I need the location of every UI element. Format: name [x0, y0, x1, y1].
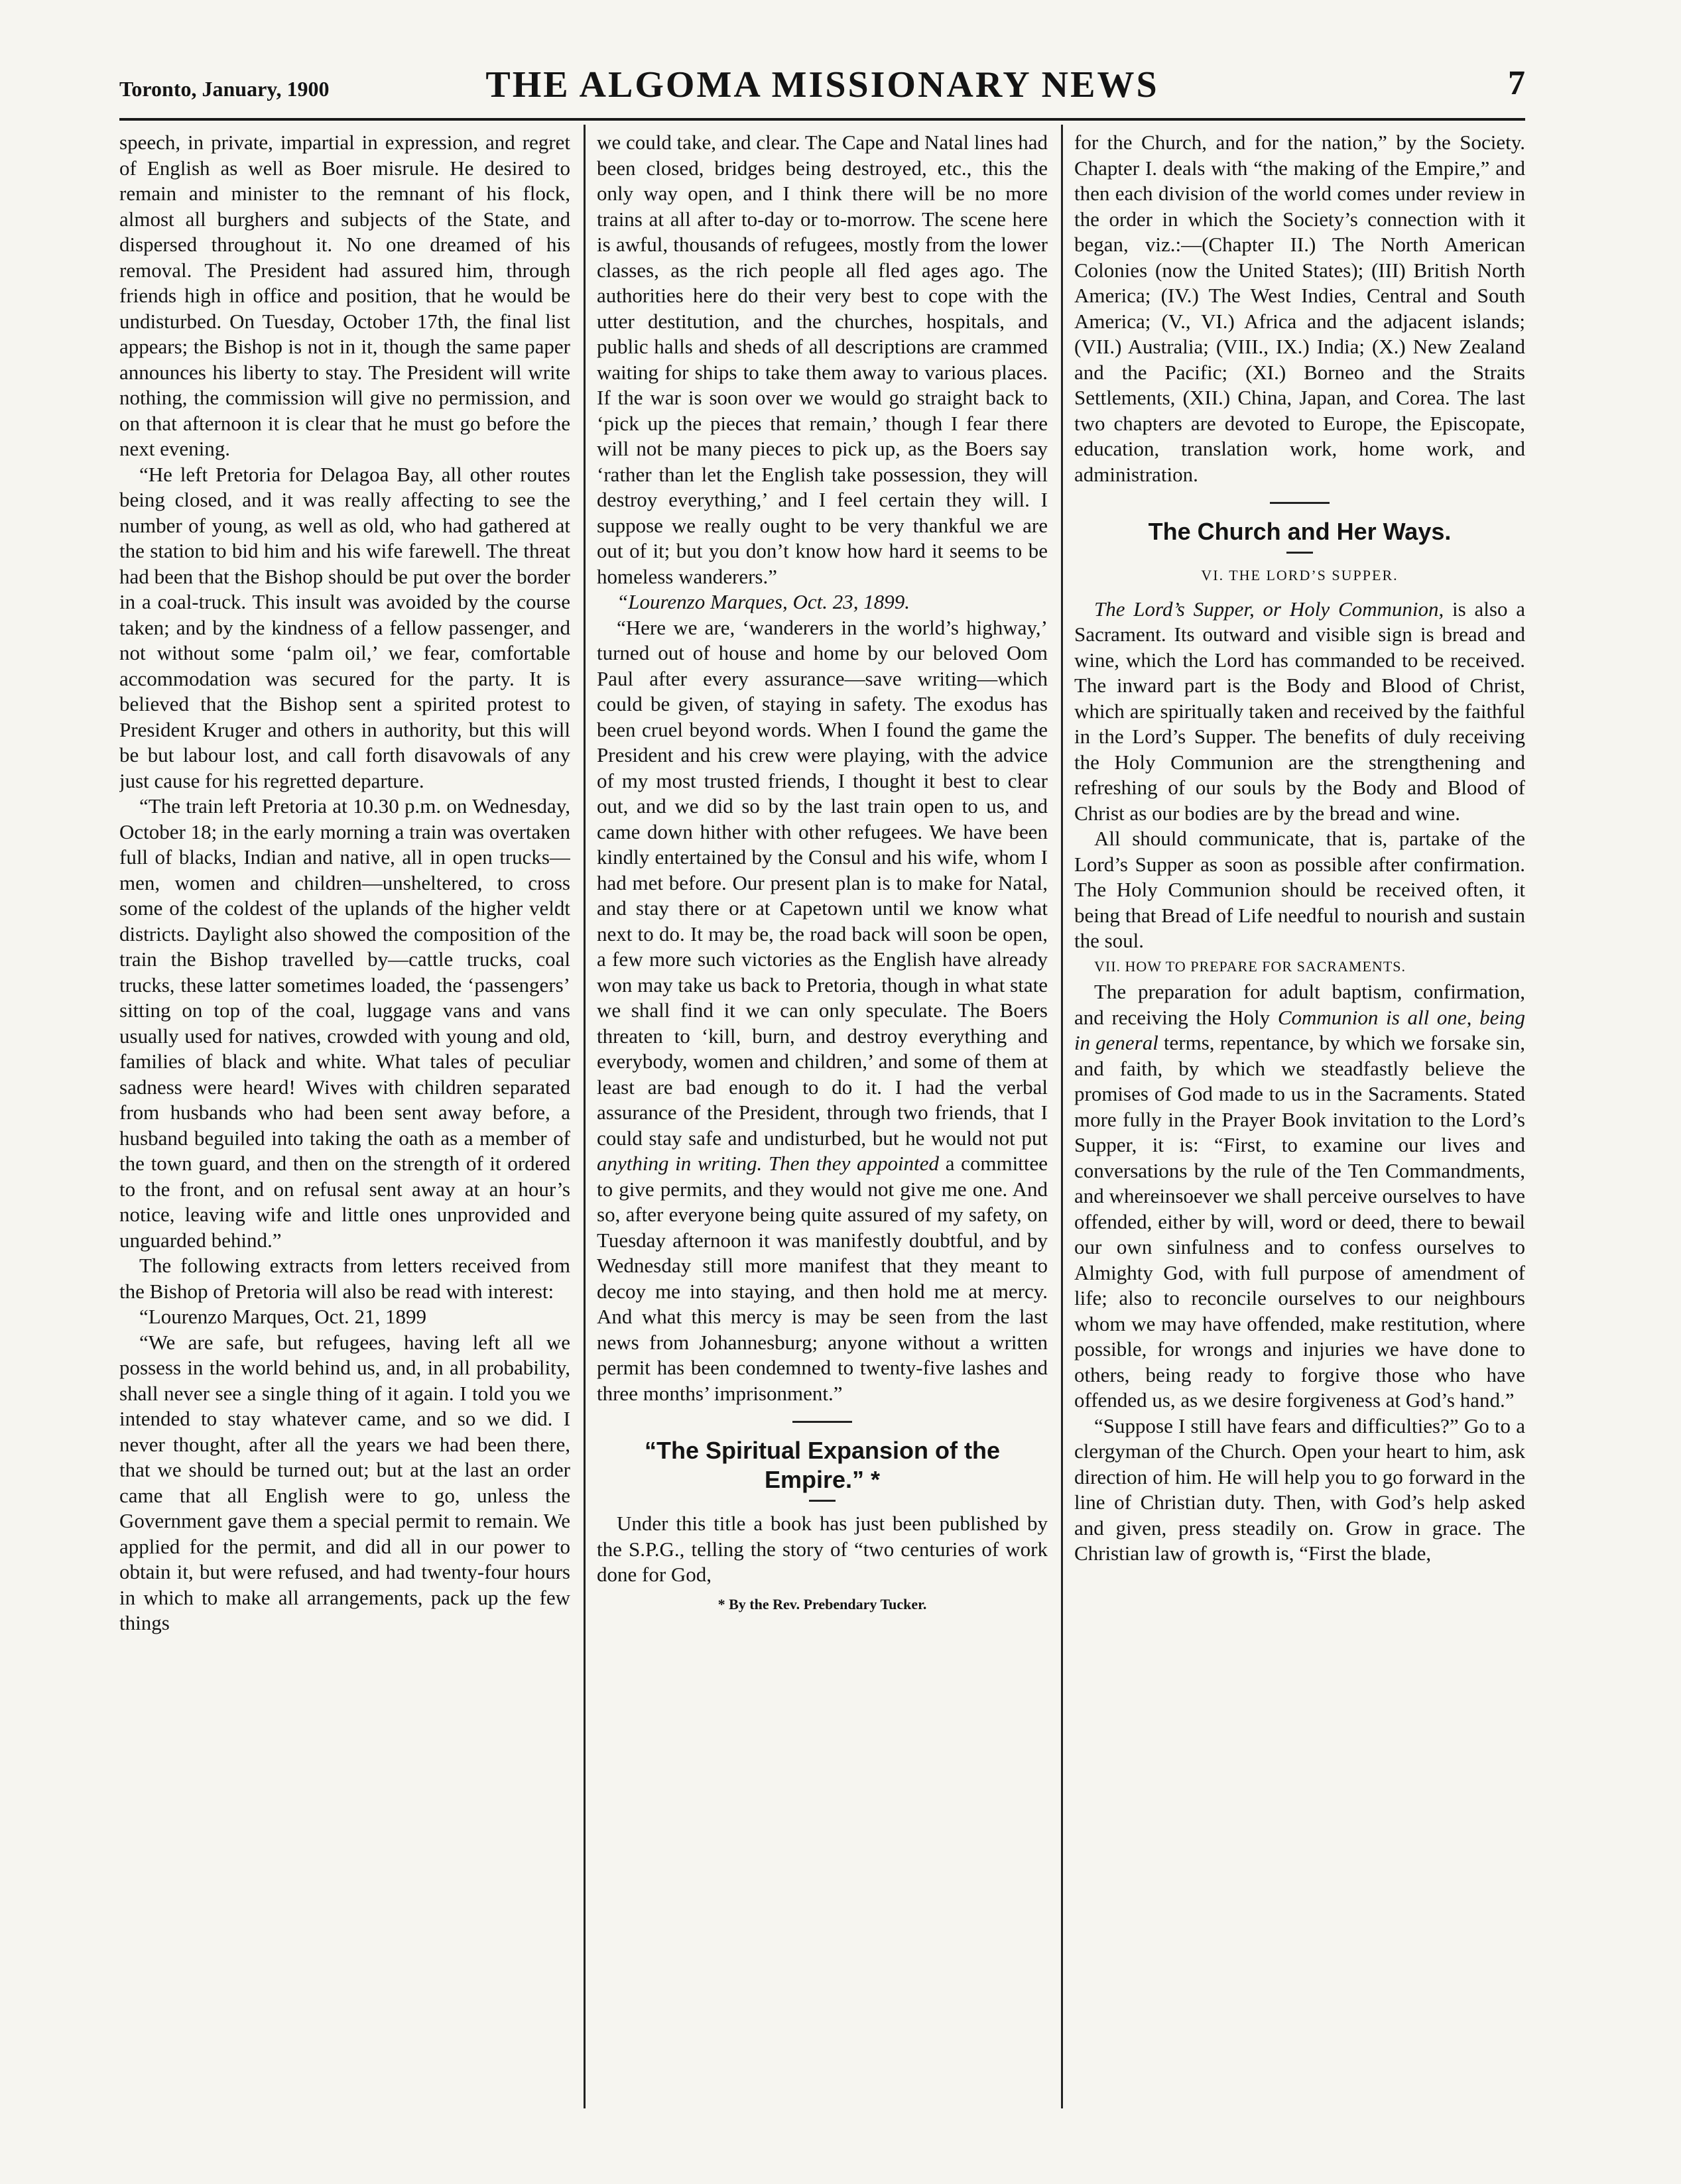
- paragraph-text: a committee to give permits, and they would not give me one. And so, after everyone being quite assured of my safety, on Tuesday afternoon it was manifestly doubtful, and by Wednesday still more manifest that they meant to decoy me into staying, and then hold me at mercy. And what this mercy is may be seen from the last news from Johannesburg; anyone without a written permit has been condemned to twenty-five lashes and three months’ imprisonment.”: [597, 1152, 1048, 1405]
- paragraph: “We are safe, but refugees, having left all we possess in the world behind us, and, in all probability, shall never see a single thing of it again. I told you we intended to stay whatever came, and so we did. I never thought, after all the years we had been there, that we should be turned out; but at the last an order came that all English were to go, unless the Government gave them a special permit to remain. We applied for the permit, and did all in our power to obtain it, but were refused, and had twenty-four hours in which to make all arrangements, pack up the few things: [119, 1330, 570, 1634]
- paragraph: “The train left Pretoria at 10.30 p.m. on Wednesday, October 18; in the early morning a train was overtaken full of blacks, Indian and native, all in open trucks—men, women and children—unsheltered, to cross some of the coldest of the uplands of the higher veldt districts. Daylight also showed the composition of the train the Bishop travelled by—cattle trucks, coal trucks, these latter sometimes loaded, the ‘passengers’ sitting on top of the coal, luggage vans and vans usually used for natives, crowded with young and old, families of black and white. What tales of peculiar sadness were heard! Wives with children separated from husbands who had been sent away before, a husband beguiled into taking the oath as a member of the town guard, and then on the strength of it ordered to the front, and on refusal sent away at an hour’s notice, leaving wife and little ones unprovided and unguarded behind.”: [119, 794, 570, 1252]
- paragraph-text: The preparation for adult baptism, confirmation, and receiving the Holy: [1074, 980, 1525, 1029]
- paragraph-text: is also a Sacrament. Its outward and visible sign is bread and wine, which the Lord has commanded to be received. The inward part is the Body and Blood of Christ, which are spiritually taken and received by the faithful in the Lord’s Supper. The benefits of duly receiving the Holy Communion are the strengthening and refreshing of our souls by the Body and Blood of Christ as our bodies are by the bread and wine.: [1074, 597, 1525, 825]
- page-header: [119, 58, 1525, 111]
- article-heading: “The Spiritual Expansion of the Empire.” *: [644, 1437, 1001, 1493]
- column-3: [1074, 130, 1525, 2093]
- paragraph: Under this title a book has just been published by the S.P.G., telling the story of “two centuries of work done for God,: [597, 1512, 1048, 1586]
- paragraph: The following extracts from letters received from the Bishop of Pretoria will also be read with interest:: [119, 1254, 570, 1303]
- header-dateline: Toronto, January, 1900: [119, 77, 330, 101]
- section-subheading: VII. HOW TO PREPARE FOR SACRAMENTS.: [1094, 957, 1406, 975]
- italic-text: The Lord’s Supper, or Holy Communion,: [1094, 597, 1444, 621]
- letter-dateline: “Lourenzo Marques, Oct. 21, 1899: [139, 1305, 427, 1328]
- paragraph: “He left Pretoria for Delagoa Bay, all other routes being closed, and it was really affecting to see the number of young, as well as old, who had gathered at the station to bid him and his wife farewell. The threat had been that the Bishop should be put over the border in a coal-truck. This insult was avoided by the course taken; and by the kindness of a fellow passenger, and not without some ‘palm oil,’ we fear, comfortable accommodation was secured for the party. It is believed that the Bishop sent a spirited protest to President Kruger and others in authority, but this will be but labour lost, and call forth disavowals of any just cause for his regretted departure.: [119, 462, 570, 792]
- paragraph: All should communicate, that is, partake of the Lord’s Supper as soon as possible after confirmation. The Holy Communion should be received often, it being that Bread of Life needful to nourish and sustain the soul.: [1074, 827, 1525, 952]
- section-divider: [792, 1421, 852, 1423]
- column-divider: [584, 125, 586, 2108]
- paragraph: we could take, and clear. The Cape and Natal lines had been closed, bridges being destroyed, etc., this the only way open, and I think there will be no more trains at all after to-day or to-morrow. The scene here is awful, thousands of refugees, mostly from the lower classes, as the rich people all fled ages ago. The authorities here do their very best to cope with the utter destitution, and the churches, hospitals, and public halls and sheds of all descriptions are crammed waiting for ships to take them away to various places. If the war is soon over we would go straight back to ‘pick up the pieces that remain,’ though I fear there will not be many pieces to pick up, as the Boers say ‘rather than let the English take possession, they will destroy everything,’ and I feel certain they will. I suppose we really ought to be very thankful we are out of it; but you don’t know how hard it seems to be homeless wanderers.”: [597, 131, 1048, 588]
- header-rule: [119, 118, 1525, 121]
- masthead-title: THE ALGOMA MISSIONARY NEWS: [485, 64, 1159, 105]
- paragraph: speech, in private, impartial in expression, and regret of English as well as Boer misrule. He desired to remain and minister to the remnant of his flock, almost all burghers and subjects of the State, and dispersed throughout it. No one dreamed of his removal. The President had assured him, through friends high in office and position, that he would be undisturbed. On Tuesday, October 17th, the final list appears; the Bishop is not in it, though the same paper announces his liberty to stay. The President will write nothing, the commission will give no permission, and on that afternoon it is clear that he must go before the next evening.: [119, 131, 570, 460]
- section-divider: [1270, 502, 1330, 504]
- column-2: [597, 130, 1048, 2093]
- paragraph-text: “Here we are, ‘wanderers in the world’s highway,’ turned out of house and home by our beloved Oom Paul after every assurance—save writing—which could be given, of staying in safety. The exodus has been cruel beyond words. When I found the game the President and his crew were playing, with the advice of my most trusted friends, I thought it best to clear out, and we did so by the last train open to us, and came down hither with other refugees. We have been kindly entertained by the Consul and his wife, whom I had met before. Our present plan is to make for Natal, and stay there or at Capetown until we know what next to do. It may be, the road back will soon be open, a few more such victories as the English have already won may take us back to Pretoria, though in what state we shall find it we can only speculate. The Boers threaten to ‘kill, burn, and destroy everything and everybody, women and children,’ and some of them at least are bad enough to do it. I had the verbal assurance of the President, through two friends, that I could stay safe and undisturbed, but he would not put: [597, 615, 1048, 1150]
- footnote: * By the Rev. Prebendary Tucker.: [717, 1595, 927, 1612]
- paragraph: [1074, 979, 1525, 1414]
- italic-text: Communion is all one, being in general: [1074, 1005, 1525, 1054]
- paragraph-text: terms, repentance, by which we forsake sin, and faith, by which we steadfastly believe the promises of God made to us in the Sacraments. Stated more fully in the Prayer Book invitation to the Lord’s Supper, it is: “First, to examine our lives and conversations by the rule of the Ten Commandments, and whereinsoever we shall perceive ourselves to have offended, either by will, word or deed, there to bewail our own sinfulness and to confess ourselves to Almighty God, with full purpose of amendment of life; also to reconcile ourselves to our neighbours whom we may have offended, make restitution, where possible, for wrongs and injuries we have done to others, being ready to forgive those who have offended us, as we desire forgiveness at God’s hand.”: [1074, 1031, 1525, 1412]
- column-divider: [1061, 125, 1063, 2108]
- section-subheading: VI. THE LORD’S SUPPER.: [1201, 567, 1399, 583]
- paragraph: [1074, 597, 1525, 827]
- paragraph: [597, 615, 1048, 1407]
- letter-dateline: [597, 589, 1048, 615]
- page-number: 7: [1508, 64, 1525, 102]
- italic-text: anything in writing. Then they appointed: [597, 1152, 940, 1175]
- column-1: [119, 130, 570, 2093]
- dateline-text: “Lourenzo Marques, Oct. 23, 1899.: [617, 590, 910, 613]
- paragraph: “Suppose I still have fears and difficulties?” Go to a clergyman of the Church. Open your heart to him, ask direction of him. He will help you to go forward in the line of Christian duty. Then, with God’s help asked and given, press steadily on. Grow in grace. The Christian law of growth is, “First the blade,: [1074, 1414, 1525, 1565]
- article-heading: The Church and Her Ways.: [1148, 518, 1452, 545]
- paragraph: for the Church, and for the nation,” by the Society. Chapter I. deals with “the making of the Empire,” and then each division of the world comes under review in the order in which the Society’s connection with it began, viz.:—(Chapter II.) The North American Colonies (now the United States); (III) British North America; (IV.) The West Indies, Central and South America; (V., VI.) Africa and the adjacent islands; (VII.) Australia; (VIII., IX.) India; (X.) New Zealand and the Pacific; (XI.) Borneo and the Straits Settlements, (XII.) China, Japan, and Corea. The last two chapters are devoted to Europe, the Episcopate, education, translation work, home work, and administration.: [1074, 131, 1525, 486]
- heading-divider: [1286, 552, 1313, 554]
- heading-divider: [809, 1500, 836, 1502]
